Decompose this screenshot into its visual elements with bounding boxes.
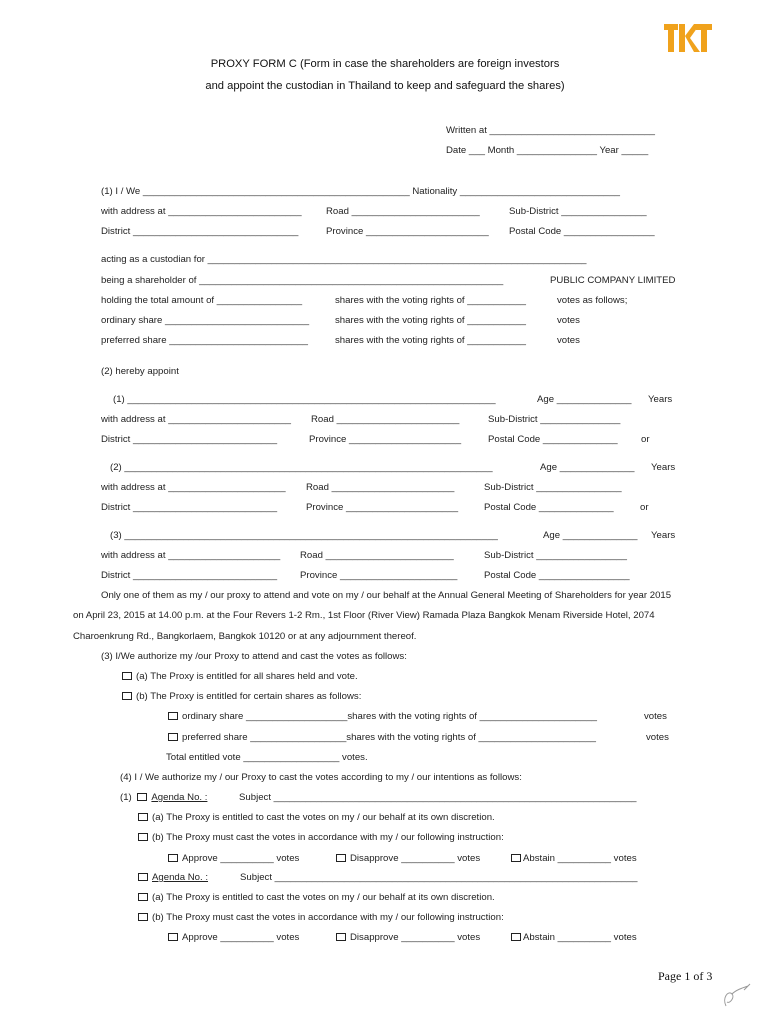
ordinary-votes-field[interactable]: shares with the voting rights of ___________ <box>335 315 526 326</box>
checkbox[interactable] <box>168 854 178 862</box>
agenda2-option-instruction[interactable]: (b) The Proxy must cast the votes in accordance with my / our following instruction: <box>138 912 504 924</box>
proxy3-subdistrict-field[interactable]: Sub-District _________________ <box>484 550 627 561</box>
intentions-heading: (4) I / We authorize my / our Proxy to cast the votes according to my / our intentions as follows: <box>120 772 522 783</box>
checkbox[interactable] <box>138 873 148 881</box>
proxy1-address-field[interactable]: with address at _______________________ <box>101 414 291 425</box>
agenda1-subject-field[interactable]: Subject ____________________________________________________________________ <box>239 792 637 803</box>
checkbox[interactable] <box>168 733 178 741</box>
proxy2-postal-field[interactable]: Postal Code ______________ <box>484 502 614 513</box>
proxy2-age-field[interactable]: Age ______________ <box>540 462 635 473</box>
years-label: Years <box>651 530 676 541</box>
proxy2-subdistrict-field[interactable]: Sub-District ________________ <box>484 482 622 493</box>
province-field[interactable]: Province _______________________ <box>326 226 489 237</box>
agenda2-disapprove[interactable]: Disapprove __________ votes <box>336 932 480 944</box>
proxy2-address-field[interactable]: with address at ______________________ <box>101 482 286 493</box>
checkbox[interactable] <box>168 933 178 941</box>
agenda2-option-discretion[interactable]: (a) The Proxy is entitled to cast the votes on my / our behalf at its own discretion. <box>138 892 495 904</box>
agenda2-row[interactable]: Agenda No. : <box>138 872 208 884</box>
total-shares-field[interactable]: holding the total amount of ________________ <box>101 295 303 306</box>
proxy3-address-field[interactable]: with address at _____________________ <box>101 550 281 561</box>
meeting-paragraph-line2: on April 23, 2015 at 14.00 p.m. at the Four Revers 1-2 Rm., 1st Floor (River View) Ramada Plaza Bangkok Menam Riverside Hotel, 2074 <box>73 610 655 621</box>
proxy1-age-field[interactable]: Age ______________ <box>537 394 632 405</box>
company-field[interactable]: being a shareholder of _________________________________________________________ <box>101 275 504 286</box>
appoint-heading: (2) hereby appoint <box>101 366 179 377</box>
company-suffix: PUBLIC COMPANY LIMITED <box>550 275 676 286</box>
votes-label: votes <box>646 732 669 743</box>
votes-label: votes <box>557 335 580 346</box>
form-title-line2: and appoint the custodian in Thailand to keep and safeguard the shares) <box>205 80 565 92</box>
agenda2-subject-field[interactable]: Subject ____________________________________________________________________ <box>240 872 638 883</box>
checkbox[interactable] <box>138 913 148 921</box>
date-field[interactable]: Date ___ Month _______________ Year _____ <box>446 145 649 156</box>
checkbox[interactable] <box>122 672 132 680</box>
total-entitled-vote-field[interactable]: Total entitled vote __________________ votes. <box>166 752 368 763</box>
proxy3-postal-field[interactable]: Postal Code _________________ <box>484 570 630 581</box>
or-label: or <box>641 434 650 445</box>
option-all-shares[interactable]: (a) The Proxy is entitled for all shares held and vote. <box>122 671 358 683</box>
ordinary-shares-field[interactable]: ordinary share ___________________________ <box>101 315 310 326</box>
postal-code-field[interactable]: Postal Code _________________ <box>509 226 655 237</box>
proxy1-district-field[interactable]: District ___________________________ <box>101 434 278 445</box>
votes-label: votes <box>557 315 580 326</box>
signature-mark <box>718 980 758 1010</box>
checkbox[interactable] <box>122 692 132 700</box>
checkbox[interactable] <box>336 854 346 862</box>
checkbox[interactable] <box>511 854 521 862</box>
meeting-paragraph-line1: Only one of them as my / our proxy to attend and vote on my / our behalf at the Annual General Meeting of Shareholders for year 2015 <box>101 590 672 601</box>
proxy1-road-field[interactable]: Road _______________________ <box>311 414 460 425</box>
years-label: Years <box>651 462 676 473</box>
preferred-shares-field[interactable]: preferred share __________________________ <box>101 335 308 346</box>
votes-label: votes as follows; <box>557 295 628 306</box>
checkbox[interactable] <box>511 933 521 941</box>
proxy3-province-field[interactable]: Province ______________________ <box>300 570 458 581</box>
checkbox[interactable] <box>137 793 147 801</box>
page-number: Page 1 of 3 <box>658 969 713 983</box>
road-field[interactable]: Road ________________________ <box>326 206 480 217</box>
checkbox[interactable] <box>138 813 148 821</box>
company-logo <box>664 22 712 54</box>
preferred-share-option[interactable]: preferred share __________________shares with the voting rights of ______________________ <box>168 732 596 744</box>
proxy2-road-field[interactable]: Road _______________________ <box>306 482 455 493</box>
proxy1-name-field[interactable]: (1) _____________________________________________________________________ <box>113 394 496 405</box>
ordinary-share-option[interactable]: ordinary share ___________________shares with the voting rights of ______________________ <box>168 711 597 723</box>
total-votes-field[interactable]: shares with the voting rights of ___________ <box>335 295 526 306</box>
meeting-paragraph-line3: Charoenkrung Rd., Bangkorlaem, Bangkok 10120 or at any adjournment thereof. <box>73 631 417 642</box>
years-label: Years <box>648 394 673 405</box>
agenda1-option-discretion[interactable]: (a) The Proxy is entitled to cast the votes on my / our behalf at its own discretion. <box>138 812 495 824</box>
option-certain-shares[interactable]: (b) The Proxy is entitled for certain shares as follows: <box>122 691 361 703</box>
proxy2-name-field[interactable]: (2) _____________________________________________________________________ <box>110 462 493 473</box>
proxy2-province-field[interactable]: Province _____________________ <box>306 502 459 513</box>
agenda1-approve[interactable]: Approve __________ votes <box>168 853 299 865</box>
custodian-field[interactable]: acting as a custodian for _______________________________________________________________________ <box>101 254 587 265</box>
agenda1-abstain[interactable]: Abstain __________ votes <box>511 853 637 865</box>
proxy1-postal-field[interactable]: Postal Code ______________ <box>488 434 618 445</box>
votes-label: votes <box>644 711 667 722</box>
checkbox[interactable] <box>336 933 346 941</box>
proxy3-road-field[interactable]: Road ________________________ <box>300 550 454 561</box>
address-field[interactable]: with address at _________________________ <box>101 206 302 217</box>
proxy2-district-field[interactable]: District ___________________________ <box>101 502 278 513</box>
agenda2-approve[interactable]: Approve __________ votes <box>168 932 299 944</box>
agenda2-abstain[interactable]: Abstain __________ votes <box>511 932 637 944</box>
proxy3-age-field[interactable]: Age ______________ <box>543 530 638 541</box>
proxy1-subdistrict-field[interactable]: Sub-District _______________ <box>488 414 621 425</box>
agenda1-option-instruction[interactable]: (b) The Proxy must cast the votes in accordance with my / our following instruction: <box>138 832 504 844</box>
proxy3-district-field[interactable]: District ___________________________ <box>101 570 278 581</box>
shareholder-name-field[interactable]: (1) I / We __________________________________________________ Nationality ______________________________ <box>101 186 620 197</box>
district-field[interactable]: District _______________________________ <box>101 226 299 237</box>
or-label: or <box>640 502 649 513</box>
checkbox[interactable] <box>138 833 148 841</box>
checkbox[interactable] <box>168 712 178 720</box>
checkbox[interactable] <box>138 893 148 901</box>
agenda1-disapprove[interactable]: Disapprove __________ votes <box>336 853 480 865</box>
proxy1-province-field[interactable]: Province _____________________ <box>309 434 462 445</box>
authorize-heading: (3) I/We authorize my /our Proxy to attend and cast the votes as follows: <box>101 651 407 662</box>
preferred-votes-field[interactable]: shares with the voting rights of ___________ <box>335 335 526 346</box>
form-title-line1: PROXY FORM C (Form in case the shareholders are foreign investors <box>210 58 560 70</box>
written-at-field[interactable]: Written at _______________________________ <box>446 125 655 136</box>
proxy3-name-field[interactable]: (3) ______________________________________________________________________ <box>110 530 498 541</box>
subdistrict-field[interactable]: Sub-District ________________ <box>509 206 647 217</box>
agenda1-row[interactable]: (1) Agenda No. : <box>120 792 208 803</box>
